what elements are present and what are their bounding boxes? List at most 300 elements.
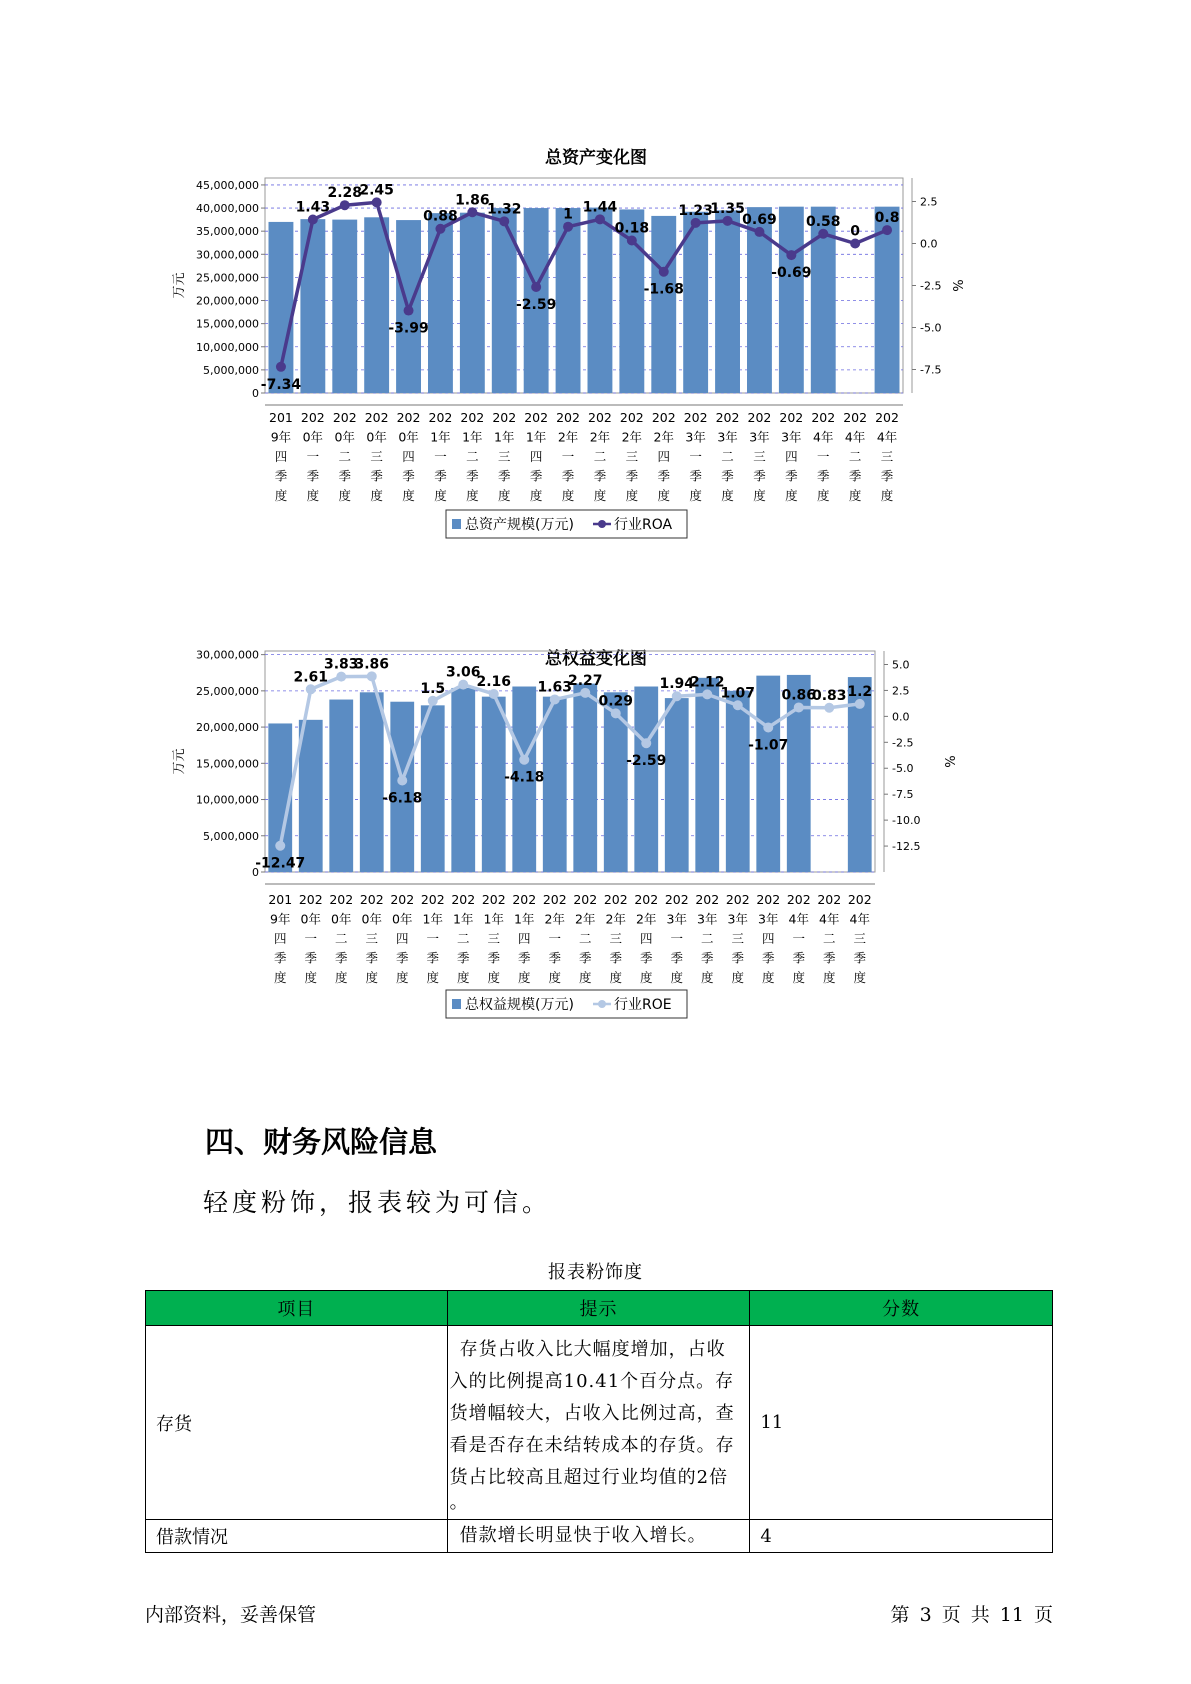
bar [329,700,353,872]
line-point [275,841,285,851]
data-label: 1.44 [582,199,618,216]
data-label: 2.12 [689,674,725,691]
x-tick-label: 一 [816,449,830,464]
header-score: 分数 [750,1291,1053,1326]
right-tick-label: -7.5 [920,363,942,377]
hint-line: 看是否存在未结转成本的存货。存 [449,1434,735,1456]
data-label: 2.45 [359,182,394,199]
x-tick-label: 3年 [758,911,779,927]
bar [634,687,658,872]
x-tick-label: 一 [548,931,562,946]
x-tick-label: 二 [848,449,862,464]
data-label: 1 [563,206,573,223]
footer-confidential: 内部资料，妥善保管 [145,1604,317,1626]
data-label: -1.68 [643,281,684,298]
row-hint [447,1326,750,1520]
x-tick-label: 一 [434,449,447,464]
x-tick-label: 0年 [331,911,352,927]
x-tick-label: 季 [792,950,806,966]
left-tick-label: 20,000,000 [196,721,259,735]
bar [588,208,613,393]
header-item: 项目 [146,1291,448,1326]
x-tick-label: 度 [370,488,383,503]
total-assets-chart-svg [0,140,1191,600]
x-tick-label: 2年 [636,911,657,927]
table-row [146,1520,1053,1553]
legend-bar-label: 总权益规模(万元) [465,997,574,1013]
left-tick-label: 10,000,000 [196,340,259,354]
x-tick-label: 4年 [788,911,809,927]
x-tick-label: 季 [370,468,383,484]
x-tick-label: 四 [402,449,415,464]
x-tick-label: 季 [338,468,352,484]
x-tick-label: 度 [731,970,745,985]
x-tick-label: 202 [542,892,567,907]
x-tick-label: 季 [689,468,702,484]
x-tick-label: 度 [273,970,287,985]
line-point [824,703,834,713]
x-tick-label: 二 [456,931,470,946]
legend-line-label: 行业ROE [614,997,672,1013]
x-tick-label: 4年 [844,429,866,445]
x-tick-label: 季 [609,950,623,966]
left-tick-label: 30,000,000 [196,248,259,262]
line-point [276,362,286,372]
data-label: 1.63 [537,679,573,696]
data-label: 1.43 [295,199,331,216]
line-point [336,672,346,682]
x-tick-label: 201 [269,410,293,425]
x-tick-label: 202 [715,410,740,425]
data-label: 3.83 [323,656,359,673]
x-tick-label: 四 [785,449,798,464]
x-tick-label: 202 [298,892,323,907]
x-tick-label: 4年 [819,911,840,927]
line-point [702,689,712,699]
x-tick-label: 四 [273,931,287,946]
x-tick-label: 度 [334,970,348,985]
x-tick-label: 1年 [462,429,483,445]
x-tick-label: 季 [822,950,836,966]
line-point [627,235,637,245]
chart-title: 总资产变化图 [545,148,647,168]
bar [451,688,475,872]
left-tick-label: 10,000,000 [196,793,259,807]
left-tick-label: 15,000,000 [196,317,259,331]
table-header-row [146,1291,1053,1326]
line-point [763,722,773,732]
x-tick-label: 度 [816,488,830,503]
line-point [306,684,316,694]
x-tick-label: 度 [609,970,623,985]
x-tick-label: 四 [639,931,653,946]
x-tick-label: 二 [593,449,607,464]
x-tick-label: 四 [657,449,671,464]
line-point [733,700,743,710]
legend-line-label: 行业ROA [614,517,673,533]
x-tick-label: 季 [274,468,288,484]
x-tick-label: 1年 [483,911,504,927]
x-tick-label: 季 [304,950,318,966]
data-label: 1.2 [847,683,873,700]
x-tick-label: 0年 [361,911,382,927]
data-label: 0.86 [781,687,817,704]
x-tick-label: 三 [370,449,383,464]
x-tick-label: 202 [556,410,580,425]
x-tick-label: 3年 [727,911,748,927]
x-tick-label: 一 [426,931,440,946]
x-tick-label: 3年 [697,911,718,927]
line-point [531,282,541,292]
x-tick-label: 202 [588,410,612,425]
x-tick-label: 二 [822,931,836,946]
left-tick-label: 0 [252,387,259,400]
x-tick-label: 季 [466,468,479,484]
left-tick-label: 25,000,000 [196,684,259,698]
right-tick-label: -2.5 [892,736,914,750]
x-tick-label: 1年 [422,911,443,927]
legend-bar-swatch [452,519,461,529]
x-tick-label: 202 [747,410,772,425]
data-label: 3.06 [445,664,481,681]
x-tick-label: 度 [529,488,543,503]
x-tick-label: 季 [365,950,379,966]
x-tick-label: 度 [561,488,575,503]
x-tick-label: 季 [426,950,440,966]
data-label: 0.8 [874,210,900,227]
x-tick-label: 二 [338,449,352,464]
risk-conclusion: 轻度粉饰，报表较为可信。 [203,1188,552,1217]
x-tick-label: 一 [306,449,320,464]
x-tick-label: 0年 [398,429,419,445]
x-tick-label: 四 [274,449,288,464]
line-point [467,207,477,217]
x-tick-label: 季 [853,950,867,966]
x-tick-label: 度 [487,970,501,985]
x-tick-label: 3年 [666,911,687,927]
data-label: 1.5 [420,680,446,697]
line-point [428,696,438,706]
data-label: -3.99 [388,320,429,337]
right-tick-label: 5.0 [892,658,910,672]
line-point [563,222,573,232]
x-tick-label: 4年 [849,911,870,927]
line-point [659,267,669,277]
bar [428,213,453,393]
x-tick-label: 1年 [453,911,474,927]
footer-page-number: 第 3 页 共 11 页 [890,1604,1053,1626]
bar [390,702,414,872]
x-tick-label: 季 [639,950,653,966]
data-label: 2.27 [567,672,603,689]
line-point [458,680,468,690]
header-hint: 提示 [447,1291,750,1326]
total-equity-chart-svg [0,640,1191,1100]
right-tick-label: -2.5 [920,279,942,293]
x-tick-label: 0年 [366,429,387,445]
x-tick-label: 度 [792,970,806,985]
legend-line-marker [598,520,606,528]
data-label: 1.35 [710,200,745,217]
x-tick-label: 度 [785,488,798,503]
x-tick-label: 202 [651,410,676,425]
line-point [404,306,414,316]
bar [299,720,323,872]
line-point [882,225,892,235]
x-tick-label: 季 [625,468,639,484]
x-tick-label: 202 [390,892,415,907]
x-tick-label: 202 [512,892,537,907]
x-tick-label: 季 [434,468,447,484]
x-tick-label: 202 [359,892,384,907]
x-tick-label: 二 [334,931,348,946]
x-tick-label: 202 [664,892,689,907]
x-tick-label: 度 [395,970,409,985]
x-tick-label: 202 [634,892,659,907]
x-tick-label: 4年 [876,429,898,445]
x-tick-label: 1年 [514,911,535,927]
x-tick-label: 一 [792,931,806,946]
x-tick-label: 季 [273,950,287,966]
x-tick-label: 度 [848,488,862,503]
x-tick-label: 季 [731,950,745,966]
bar [364,217,389,393]
x-tick-label: 202 [573,892,598,907]
table-row [146,1326,1053,1520]
x-tick-label: 度 [306,488,320,503]
bar [756,676,780,872]
x-tick-label: 季 [395,950,409,966]
x-tick-label: 202 [683,410,708,425]
hint-line: 货占比较高且超过行业均值的2倍 [449,1466,729,1488]
x-tick-label: 季 [721,468,734,484]
left-tick-label: 15,000,000 [196,757,259,771]
x-tick-label: 四 [761,931,775,946]
left-tick-label: 25,000,000 [196,271,259,285]
right-tick-label: -7.5 [892,788,914,802]
x-tick-label: 季 [880,468,894,484]
x-tick-label: 一 [561,449,575,464]
right-tick-label: 2.5 [920,195,938,209]
bar [779,207,804,393]
x-tick-label: 202 [619,410,644,425]
x-tick-label: 季 [816,468,830,484]
data-label: -2.59 [626,753,667,770]
hint-line: 借款增长明显快于收入增长。 [459,1525,707,1546]
x-tick-label: 度 [822,970,836,985]
line-point [794,702,804,712]
x-tick-label: 度 [402,488,415,503]
x-tick-label: 季 [753,468,766,484]
right-tick-label: 2.5 [892,684,910,698]
line-point [786,250,796,260]
x-tick-label: 度 [274,488,288,503]
bar [695,678,719,872]
x-tick-label: 三 [731,931,745,946]
line-point [641,738,651,748]
x-tick-label: 202 [847,892,872,907]
x-tick-label: 季 [334,950,348,966]
line-point [723,216,733,226]
bar [460,213,485,393]
x-tick-label: 202 [725,892,750,907]
x-tick-label: 二 [466,449,479,464]
data-label: 2.61 [293,669,329,686]
x-tick-label: 季 [456,950,470,966]
line-point [595,214,605,224]
data-label: 0.69 [742,211,777,228]
x-tick-label: 度 [548,970,562,985]
x-tick-label: 202 [843,410,868,425]
data-label: 1.23 [678,202,713,219]
line-point [397,775,407,785]
data-label: 2.28 [327,185,363,202]
x-tick-label: 度 [700,970,714,985]
x-tick-label: 度 [721,488,734,503]
x-tick-label: 三 [487,931,501,946]
x-tick-label: 季 [593,468,607,484]
hint-line: 。 [449,1491,469,1513]
x-tick-label: 202 [451,892,476,907]
x-tick-label: 202 [695,892,720,907]
data-label: 3.86 [354,656,390,673]
bar [482,697,506,872]
row-item: 存货 [146,1326,448,1520]
bar [332,220,357,393]
x-tick-label: 季 [306,468,320,484]
bar [573,684,597,872]
x-tick-label: 季 [402,468,415,484]
x-tick-label: 三 [365,931,379,946]
x-tick-label: 度 [625,488,639,503]
x-tick-label: 二 [721,449,734,464]
bar [665,698,689,872]
x-tick-label: 三 [497,449,511,464]
line-point [754,227,764,237]
x-tick-label: 3年 [781,429,802,445]
right-tick-label: -5.0 [920,321,942,335]
x-tick-label: 度 [639,970,653,985]
x-tick-label: 2年 [557,429,579,445]
right-tick-label: 0.0 [892,710,910,724]
data-label: 1.32 [486,201,522,218]
left-tick-label: 5,000,000 [203,829,259,843]
x-tick-label: 二 [700,931,714,946]
data-label: 1.86 [455,192,490,209]
x-tick-label: 季 [548,950,562,966]
right-tick-label: -12.5 [892,840,921,854]
left-tick-label: 35,000,000 [196,225,259,239]
x-tick-label: 3年 [685,429,706,445]
x-tick-label: 季 [578,950,592,966]
x-tick-label: 202 [420,892,445,907]
x-tick-label: 季 [670,950,684,966]
line-point [611,708,621,718]
left-tick-label: 40,000,000 [196,202,259,216]
x-tick-label: 度 [456,970,470,985]
bar [300,219,325,393]
x-tick-label: 季 [848,468,862,484]
x-tick-label: 一 [689,449,702,464]
table-caption: 报表粉饰度 [548,1262,643,1283]
x-tick-label: 202 [481,892,506,907]
x-tick-label: 202 [779,410,804,425]
x-tick-label: 202 [524,410,549,425]
x-tick-label: 四 [395,931,409,946]
x-tick-label: 度 [517,970,531,985]
x-tick-label: 2年 [544,911,565,927]
x-tick-label: 202 [756,892,781,907]
x-tick-label: 度 [434,488,447,503]
x-tick-label: 9年 [270,911,291,927]
legend-bar-label: 总资产规模(万元) [465,517,574,533]
left-tick-label: 30,000,000 [196,648,259,662]
row-score: 4 [750,1520,1053,1553]
hint-line: 入的比例提高10.41个百分点。存 [449,1370,735,1392]
x-tick-label: 202 [396,410,421,425]
x-tick-label: 季 [517,950,531,966]
line-point [818,229,828,239]
data-label: -6.18 [382,790,423,807]
x-tick-label: 三 [853,931,867,946]
x-tick-label: 季 [700,950,714,966]
hint-line: 货增幅较大，占收入比例过高，查 [449,1402,735,1424]
data-label: 0.88 [423,208,458,225]
x-tick-label: 201 [268,892,293,907]
x-tick-label: 四 [529,449,543,464]
data-label: 0 [850,223,861,240]
left-axis-label: 万元 [172,748,187,775]
right-axis-label: % [949,279,964,292]
left-axis-label: 万元 [172,272,187,299]
data-label: 1.07 [720,685,756,702]
x-tick-label: 季 [785,468,798,484]
x-tick-label: 度 [753,488,766,503]
x-tick-label: 度 [670,970,684,985]
x-tick-label: 度 [365,970,379,985]
x-tick-label: 度 [466,488,479,503]
bar [556,208,581,393]
x-tick-label: 度 [593,488,607,503]
x-tick-label: 三 [880,449,894,464]
x-tick-label: 202 [300,410,325,425]
line-point [550,694,560,704]
line-point [499,216,509,226]
line-point [435,224,445,234]
x-tick-label: 202 [460,410,485,425]
x-tick-label: 202 [364,410,389,425]
x-tick-label: 二 [578,931,592,946]
x-tick-label: 度 [578,970,592,985]
left-tick-label: 45,000,000 [196,178,259,192]
x-tick-label: 202 [603,892,628,907]
data-label: 0.83 [811,687,847,704]
x-tick-label: 1年 [525,429,547,445]
x-tick-label: 202 [811,410,836,425]
data-label: -2.59 [515,297,557,314]
x-tick-label: 0年 [300,911,321,927]
x-tick-label: 9年 [270,429,292,445]
bar [543,697,567,872]
x-tick-label: 2年 [575,911,596,927]
right-tick-label: 0.0 [920,237,938,251]
line-point [489,689,499,699]
right-tick-label: -5.0 [892,762,914,776]
x-tick-label: 度 [689,488,702,503]
x-tick-label: 2年 [653,429,674,445]
right-tick-label: -10.0 [892,814,921,828]
data-label: -7.34 [260,376,302,393]
